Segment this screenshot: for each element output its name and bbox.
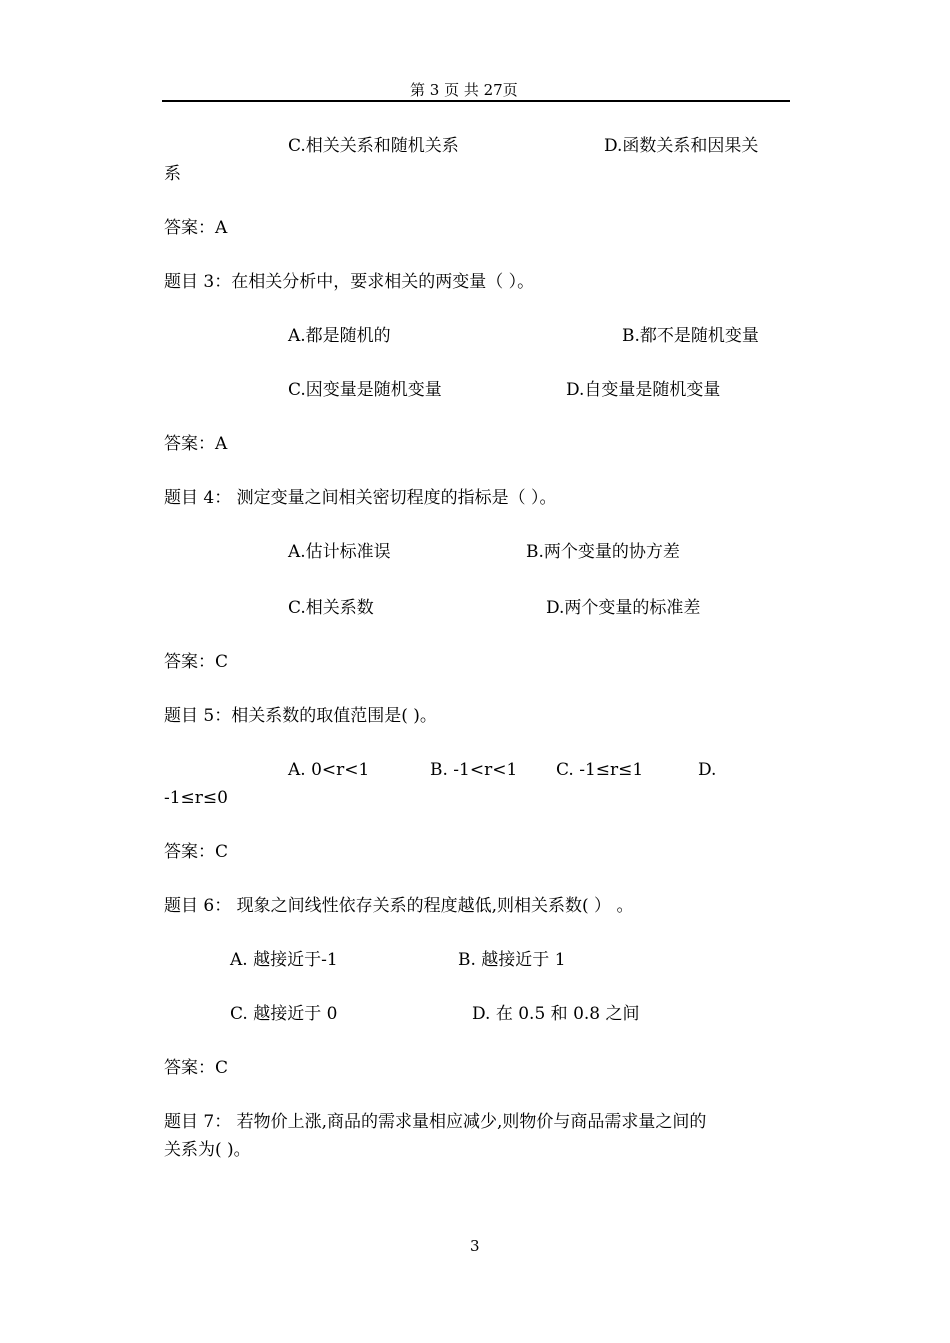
q5-option-d-wrap: -1≤r≤0: [164, 788, 228, 808]
q3-option-a: A.都是随机的: [288, 326, 391, 346]
q2-option-d-wrap: 系: [164, 164, 181, 184]
q3-answer: 答案：A: [164, 434, 228, 454]
q4-option-a: A.估计标准误: [288, 542, 391, 562]
q7-title-line2: 关系为( )。: [164, 1140, 251, 1160]
q3-option-c: C.因变量是随机变量: [288, 380, 442, 400]
page-header: 第 3 页 共 27页: [410, 81, 518, 99]
q4-title: 题目 4： 测定变量之间相关密切程度的指标是（ ）。: [164, 488, 557, 508]
q2-option-c: C.相关关系和随机关系: [288, 136, 459, 156]
q7-title-line1: 题目 7： 若物价上涨,商品的需求量相应减少,则物价与商品需求量之间的: [164, 1112, 707, 1132]
q5-title: 题目 5：相关系数的取值范围是( )。: [164, 706, 437, 726]
q5-option-d: D.: [698, 760, 717, 780]
q4-option-b: B.两个变量的协方差: [526, 542, 680, 562]
q4-answer: 答案：C: [164, 652, 229, 672]
q6-option-d: D. 在 0.5 和 0.8 之间: [472, 1004, 640, 1024]
q3-option-b: B.都不是随机变量: [622, 326, 759, 346]
q6-title: 题目 6： 现象之间线性依存关系的程度越低,则相关系数( ） 。: [164, 896, 634, 916]
page-number: 3: [470, 1237, 480, 1255]
q4-option-c: C.相关系数: [288, 598, 374, 618]
q5-answer: 答案：C: [164, 842, 229, 862]
q5-option-a: A. 0<r<1: [288, 760, 370, 780]
q4-option-d: D.两个变量的标准差: [546, 598, 701, 618]
q6-option-b: B. 越接近于 1: [458, 950, 566, 970]
q2-option-d: D.函数关系和因果关: [604, 136, 759, 156]
q3-title: 题目 3：在相关分析中，要求相关的两变量（ ）。: [164, 272, 535, 292]
q6-option-c: C. 越接近于 0: [230, 1004, 338, 1024]
q6-answer: 答案：C: [164, 1058, 229, 1078]
header-divider: [162, 100, 790, 102]
q6-option-a: A. 越接近于-1: [230, 950, 338, 970]
q2-answer: 答案：A: [164, 218, 228, 238]
q5-option-b: B. -1<r<1: [430, 760, 518, 780]
q3-option-d: D.自变量是随机变量: [566, 380, 721, 400]
q5-option-c: C. -1≤r≤1: [556, 760, 644, 780]
